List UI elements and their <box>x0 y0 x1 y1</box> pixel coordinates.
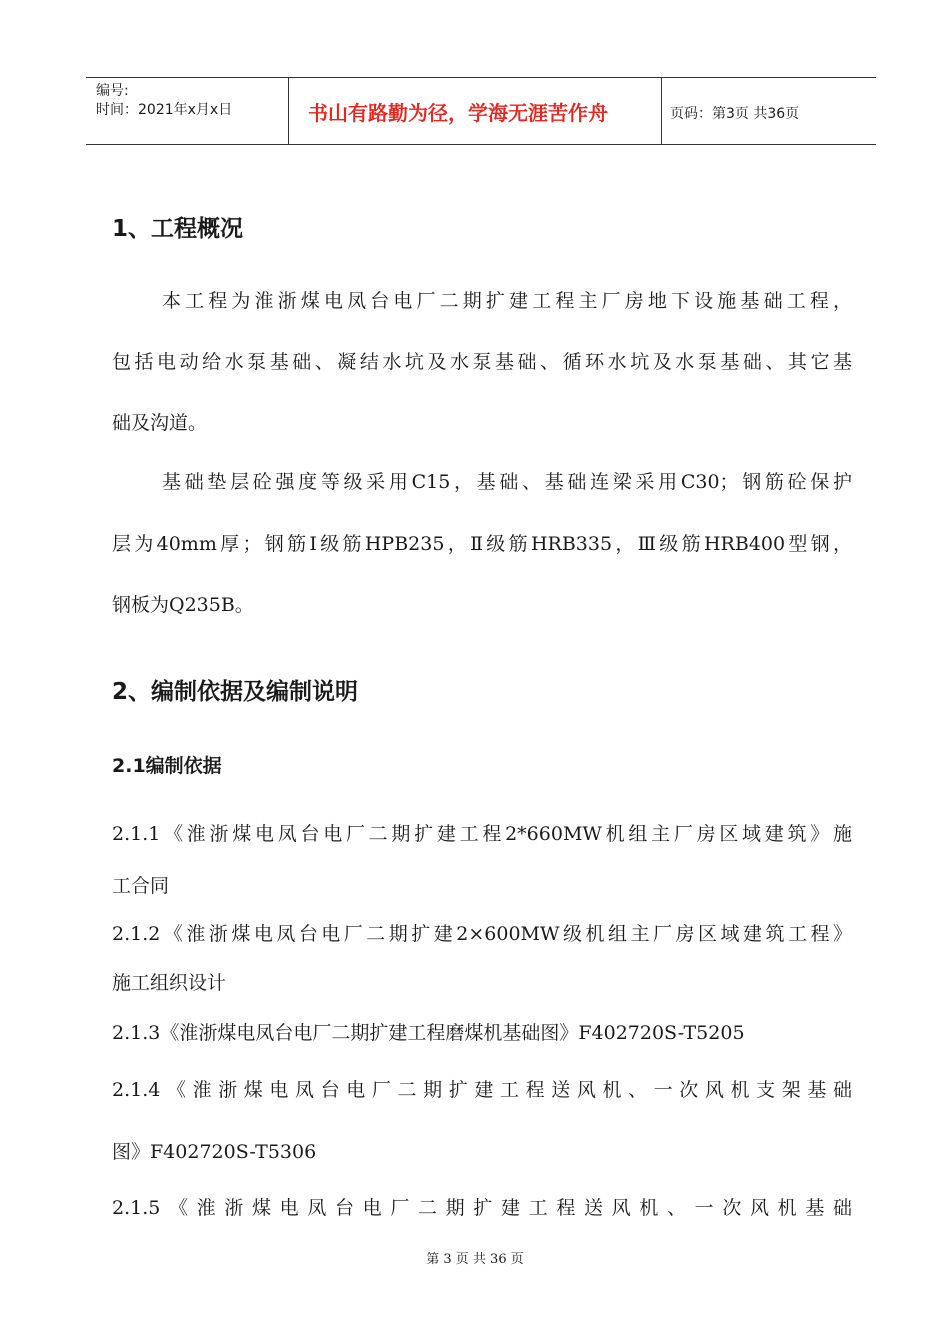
paragraph-2-line-2: 层为40mm厚；钢筋Ⅰ级筋HPB235，Ⅱ级筋HRB335，Ⅲ级筋HRB400型钢， <box>112 533 852 555</box>
ref-2-1-2-line-2: 施工组织设计 <box>112 972 227 994</box>
ref-2-1-1-line-1: 2.1.1《淮浙煤电凤台电厂二期扩建工程2*660MW机组主厂房区域建筑》施 <box>112 823 852 845</box>
header-number-label: 编号: <box>96 83 129 99</box>
section-1-title: 1、工程概况 <box>112 216 244 242</box>
paragraph-2-line-3: 钢板为Q235B。 <box>112 594 254 616</box>
section-2-title: 2、编制依据及编制说明 <box>112 679 359 705</box>
ref-2-1-4-line-2: 图》F402720S-T5306 <box>112 1141 317 1163</box>
header-top-border <box>86 77 876 78</box>
paragraph-1-line-2: 包括电动给水泵基础、凝结水坑及水泵基础、循环水坑及水泵基础、其它基 <box>112 351 852 373</box>
ref-2-1-5-line-1: 2.1.5《淮浙煤电凤台电厂二期扩建工程送风机、一次风机基础 <box>112 1197 852 1219</box>
paragraph-1-line-3: 础及沟道。 <box>112 412 208 434</box>
header-bottom-border <box>86 144 876 145</box>
ref-2-1-2-line-1: 2.1.2《淮浙煤电凤台电厂二期扩建2×600MW级机组主厂房区域建筑工程》 <box>112 923 852 945</box>
header-divider-right <box>661 77 662 144</box>
paragraph-1-line-1: 本工程为淮浙煤电凤台电厂二期扩建工程主厂房地下设施基础工程， <box>162 290 852 312</box>
ref-2-1-1-line-2: 工合同 <box>112 875 170 897</box>
header-time: 时间：2021年x月x日 <box>96 102 233 118</box>
header-divider-left <box>288 77 289 144</box>
paragraph-2-line-1: 基础垫层砼强度等级采用C15，基础、基础连梁采用C30；钢筋砼保护 <box>162 471 852 493</box>
ref-2-1-4-line-1: 2.1.4《淮浙煤电凤台电厂二期扩建工程送风机、一次风机支架基础 <box>112 1079 852 1101</box>
section-2-1-title: 2.1编制依据 <box>112 755 222 777</box>
header-motto: 书山有路勤为径，学海无涯苦作舟 <box>308 101 608 125</box>
footer-page-number: 第 3 页 共 36 页 <box>426 1252 524 1267</box>
ref-2-1-3: 2.1.3《淮浙煤电凤台电厂二期扩建工程磨煤机基础图》F402720S-T5205 <box>112 1022 745 1044</box>
header-page-info: 页码：第3页 共36页 <box>670 106 800 122</box>
